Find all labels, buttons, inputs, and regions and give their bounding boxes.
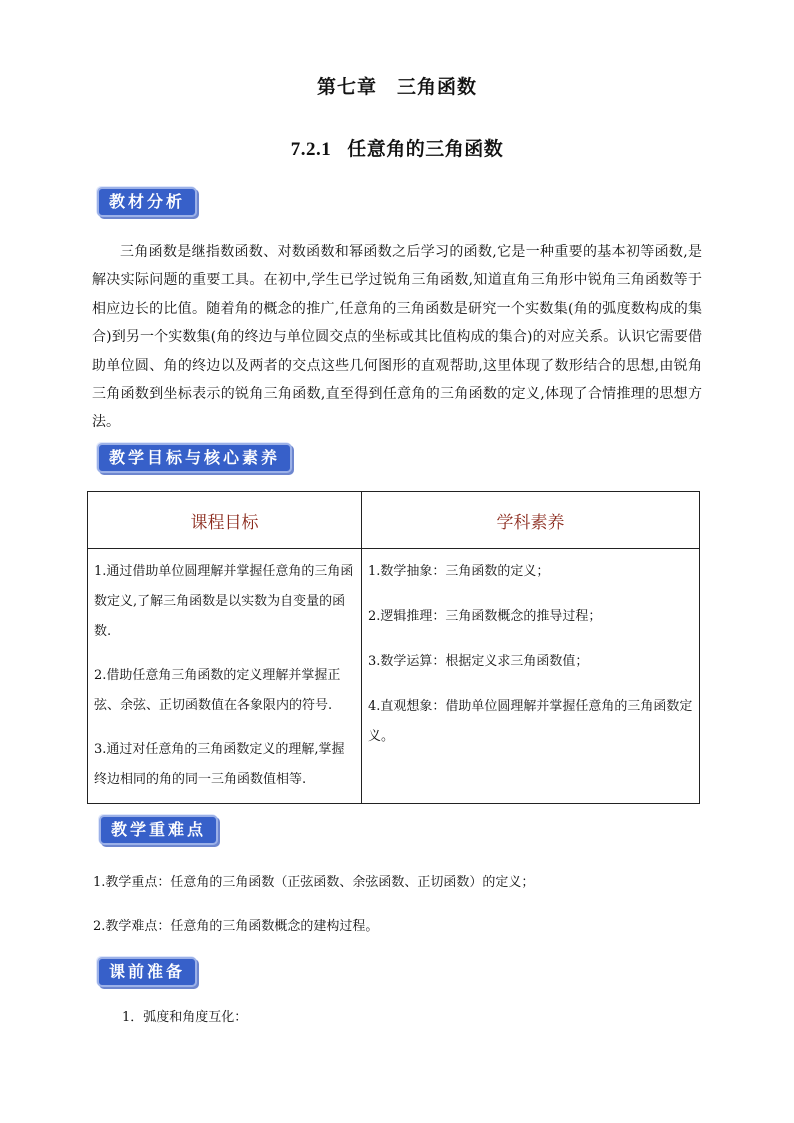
literacy-cell xyxy=(362,549,700,804)
section-number: 7.2.1 xyxy=(290,139,332,160)
badge-objectives: 教学目标与核心素养 xyxy=(97,443,292,473)
literacy-2: 2.逻辑推理：三角函数概念的推导过程； xyxy=(368,609,602,624)
key-point-difficulty: 2.教学难点：任意角的三角函数概念的建构过程。 xyxy=(93,919,379,934)
literacy-3: 3.数学运算：根据定义求三角函数值； xyxy=(368,654,589,669)
section-title xyxy=(0,134,794,161)
badge-difficulty: 教学重难点 xyxy=(99,815,218,845)
badge-preparation: 课前准备 xyxy=(97,957,197,987)
badge-analysis: 教材分析 xyxy=(97,187,197,217)
section-name: 任意角的三角函数 xyxy=(347,138,504,160)
literacy-1: 1.数学抽象：三角函数的定义； xyxy=(368,564,550,579)
header-literacy: 学科素养 xyxy=(362,492,700,549)
course-goal-3: 3.通过对任意角的三角函数定义的理解,掌握终边相同的角的同一三角函数值相等. xyxy=(94,742,345,787)
preparation-item-1: 1．弧度和角度互化： xyxy=(122,1010,248,1025)
chapter-title: 第七章 三角函数 xyxy=(316,76,477,98)
course-goals-cell xyxy=(88,549,362,804)
objectives-table xyxy=(87,491,700,804)
analysis-paragraph: 三角函数是继指数函数、对数函数和幂函数之后学习的函数,它是一种重要的基本初等函数,是解决实际问题的重要工具。在初中,学生已学过锐角三角函数,知道直角三角形中锐角三角函数等于相应边长的比值。随着角的概念的推广,任意角的三角函数是研究一个实数集(角的弧度数构成的集合)到另一个实数集(角的终边与单位圆交点的坐标或其比值构成的集合)的对应关系。认识它需要借助单位圆、角的终边以及两者的交点这些几何图形的直观帮助,这里体现了数形结合的思想,由锐角三角函数到坐标表示的锐角三角函数,直至得到任意角的三角函数的定义,体现了合情推理的思想方法。 xyxy=(92,244,702,431)
course-goal-2: 2.借助任意角三角函数的定义理解并掌握正弦、余弦、正切函数值在各象限内的符号. xyxy=(94,668,341,713)
key-point-focus: 1.教学重点：任意角的三角函数（正弦函数、余弦函数、正切函数）的定义； xyxy=(93,875,535,890)
header-course-goals: 课程目标 xyxy=(88,492,362,549)
table-header-row xyxy=(88,492,700,549)
table-row xyxy=(88,549,700,804)
course-goal-1: 1.通过借助单位圆理解并掌握任意角的三角函数定义,了解三角函数是以实数为自变量的函数. xyxy=(94,564,354,639)
literacy-4: 4.直观想象：借助单位圆理解并掌握任意角的三角函数定义。 xyxy=(368,699,693,744)
